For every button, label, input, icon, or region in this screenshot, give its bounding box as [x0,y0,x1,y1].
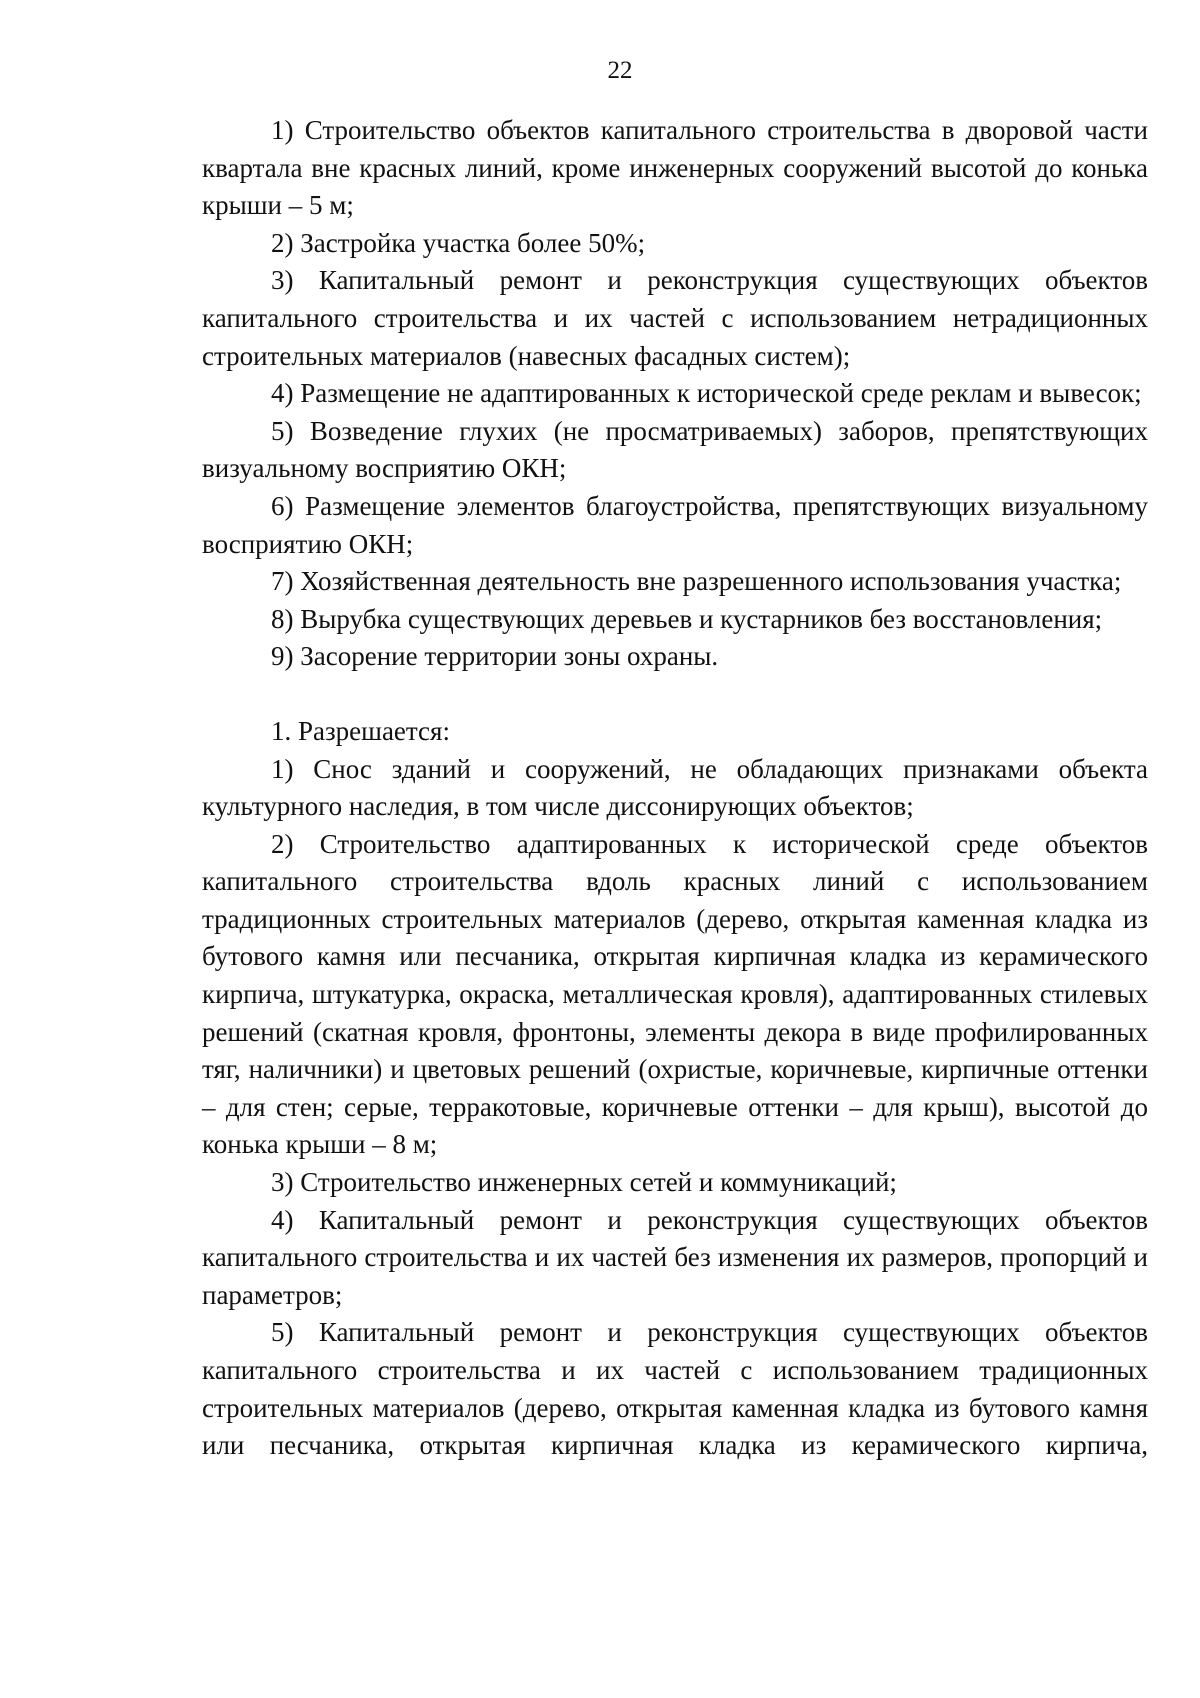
document-body [202,112,1148,1465]
allowed-item-4: 4) Капитальный ремонт и реконструкция существующих объектов капитального строительства и их частей без изменения их размеров, пропорций и параметров; [202,1204,1148,1310]
prohibited-item-8: 8) Вырубка существующих деревьев и кустарников без восстановления; [271,603,1103,634]
allowed-item-5: 5) Капитальный ремонт и реконструкция существующих объектов капитального строительства и их частей с использованием традиционных строительных материалов (дерево, открытая каменная кладка из бутового камня или песчаника, открытая кирпичная кладка из керамического кирпича, [202,1317,1148,1461]
allowed-item-3: 3) Строительство инженерных сетей и коммуникаций; [271,1167,897,1198]
page-number: 22 [607,57,633,84]
prohibited-item-5: 5) Возведение глухих (не просматриваемых) заборов, препятствующих визуальному восприятию ОКН; [202,415,1148,484]
section-gap [202,676,1148,713]
prohibited-item-9: 9) Засорение территории зоны охраны. [271,641,719,672]
allowed-item-2: 2) Строительство адаптированных к исторической среде объектов капитального строительства вдоль красных линий с использованием традиционных строительных материалов (дерево, открытая каменная кладка из бутового камня или песчаника, открытая кирпичная кладка из керамического кирпича, штукатурка, окраска, металлическая кровля), адаптированных стилевых решений (скатная кровля, фронтоны, элементы декора в виде профилированных тяг, наличники) и цветовых решений (охристые, коричневые, кирпичные оттенки – для стен; серые, терракотовые, коричневые оттенки – для крыш), высотой до конька крыши – 8 м; [202,828,1148,1160]
prohibited-item-4: 4) Размещение не адаптированных к исторической среде реклам и вывесок; [271,378,1142,409]
allowed-heading: 1. Разрешается: [271,715,450,746]
allowed-item-1: 1) Снос зданий и сооружений, не обладающих признаками объекта культурного наследия, в том числе диссонирующих объектов; [202,753,1148,822]
prohibited-item-7: 7) Хозяйственная деятельность вне разрешенного использования участка; [271,566,1122,597]
prohibited-item-3: 3) Капитальный ремонт и реконструкция существующих объектов капитального строительства и их частей с использованием нетрадиционных строительных материалов (навесных фасадных систем); [202,265,1148,371]
prohibited-item-2: 2) Застройка участка более 50%; [271,227,646,258]
prohibited-item-1: 1) Строительство объектов капитального строительства в дворовой части квартала вне красных линий, кроме инженерных сооружений высотой до конька крыши – 5 м; [202,115,1148,221]
prohibited-item-6: 6) Размещение элементов благоустройства, препятствующих визуальному восприятию ОКН; [202,490,1148,559]
